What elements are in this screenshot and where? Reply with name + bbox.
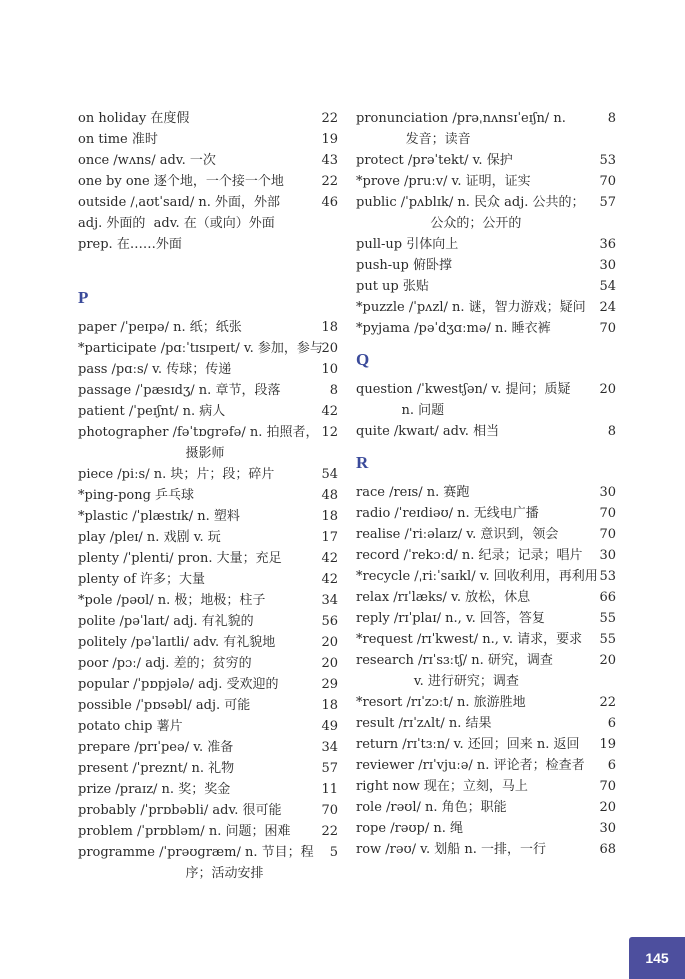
entry-text: race /reɪs/ n. 赛跑 [356, 485, 470, 500]
entry-text: row /rəʊ/ v. 划船 n. 一排，一行 [356, 842, 546, 857]
entry-text: polite /pəˈlaɪt/ adj. 有礼貌的 [78, 614, 254, 629]
entry-text: play /pleɪ/ n. 戏剧 v. 玩 [78, 530, 221, 545]
glossary-entry [78, 401, 340, 422]
entry-text: possible /ˈpɒsəbl/ adj. 可能 [78, 698, 251, 713]
letter-heading: Q [356, 350, 370, 369]
entry-continuation: 发音；读音 [356, 132, 471, 147]
entry-text: right now 现在；立刻，马上 [356, 779, 528, 794]
glossary-entry [78, 758, 340, 779]
entry-page-number: 30 [599, 821, 616, 836]
entry-text: pull-up 引体向上 [356, 237, 459, 252]
entry-page-number: 49 [321, 719, 338, 734]
entry-page-number: 29 [321, 677, 338, 692]
entry-page-number: 20 [321, 341, 338, 356]
entry-page-number: 11 [321, 782, 338, 797]
glossary-entry [356, 545, 618, 566]
entry-text: *pyjama /pəˈdʒɑːmə/ n. 睡衣裤 [356, 321, 551, 336]
entry-page-number: 54 [321, 467, 338, 482]
entry-text: politely /pəˈlaɪtli/ adv. 有礼貌地 [78, 635, 276, 650]
entry-text: pass /pɑːs/ v. 传球；传递 [78, 362, 232, 377]
glossary-entry [78, 569, 340, 590]
letter-heading: P [78, 288, 89, 307]
entry-page-number: 34 [321, 740, 338, 755]
glossary-entry [356, 171, 618, 192]
glossary-entry [78, 171, 340, 192]
entry-page-number: 6 [607, 716, 616, 731]
entry-continuation: 摄影师 [78, 446, 225, 461]
glossary-entry [78, 737, 340, 758]
entry-page-number: 70 [599, 779, 616, 794]
entry-text: quite /kwaɪt/ adv. 相当 [356, 424, 500, 439]
glossary-entry [356, 297, 618, 318]
glossary-entry [78, 380, 340, 401]
entry-page-number: 56 [321, 614, 338, 629]
entry-page-number: 53 [599, 569, 616, 584]
entry-text: on time 准时 [78, 132, 158, 147]
entry-page-number: 12 [321, 425, 338, 440]
entry-text: research /rɪˈsɜːtʃ/ n. 研究，调查 [356, 653, 553, 668]
glossary-entry [356, 755, 618, 776]
entry-text: *pole /pəʊl/ n. 极；地极；柱子 [78, 593, 266, 608]
entry-text: one by one 逐个地，一个接一个地 [78, 174, 284, 189]
glossary-entry [356, 797, 618, 818]
entry-page-number: 22 [599, 695, 616, 710]
glossary-entry [356, 587, 618, 608]
entry-page-number: 55 [599, 632, 616, 647]
glossary-entry [356, 608, 618, 629]
entry-page-number: 70 [321, 803, 338, 818]
entry-continuation: v. 进行研究；调查 [356, 674, 519, 689]
glossary-entry [78, 108, 340, 129]
glossary-entry [78, 338, 340, 359]
entry-text: return /rɪˈtɜːn/ v. 还回；回来 n. 返回 [356, 737, 580, 752]
section-spacer [78, 255, 340, 277]
entry-text: pronunciation /prəˌnʌnsɪˈeɪʃn/ n. [356, 111, 566, 126]
entry-text: *prove /pruːv/ v. 证明，证实 [356, 174, 531, 189]
page-number-tab [629, 937, 685, 979]
entry-text: realise /ˈriːəlaɪz/ v. 意识到，领会 [356, 527, 559, 542]
entry-text: plenty of 许多；大量 [78, 572, 206, 587]
glossary-entry [78, 611, 340, 632]
letter-heading: R [356, 453, 369, 472]
entry-page-number: 5 [329, 845, 338, 860]
entry-page-number: 30 [599, 258, 616, 273]
entry-text: protect /prəˈtekt/ v. 保护 [356, 153, 513, 168]
entry-page-number: 22 [321, 824, 338, 839]
entry-page-number: 30 [599, 485, 616, 500]
glossary-entry [356, 566, 618, 587]
entry-page-number: 55 [599, 611, 616, 626]
entry-text: result /rɪˈzʌlt/ n. 结果 [356, 716, 492, 731]
entry-text: relax /rɪˈlæks/ v. 放松，休息 [356, 590, 531, 605]
entry-page-number: 53 [599, 153, 616, 168]
glossary-entry [356, 421, 618, 442]
entry-page-number: 20 [599, 653, 616, 668]
glossary-entry [78, 317, 340, 338]
glossary-entry [356, 524, 618, 545]
entry-text: poor /pɔː/ adj. 差的；贫穷的 [78, 656, 252, 671]
glossary-entry [78, 548, 340, 569]
glossary-entry [78, 800, 340, 821]
entry-page-number: 8 [329, 383, 338, 398]
entry-text: prize /praɪz/ n. 奖；奖金 [78, 782, 231, 797]
entry-text: push-up 俯卧撑 [356, 258, 452, 273]
glossary-entry [356, 650, 618, 692]
glossary-entry [78, 590, 340, 611]
glossary-entry [356, 776, 618, 797]
glossary-entry [356, 255, 618, 276]
entry-text: put up 张贴 [356, 279, 429, 294]
entry-page-number: 57 [321, 761, 338, 776]
glossary-entry [356, 839, 618, 860]
entry-page-number: 57 [599, 195, 616, 210]
glossary-entry [78, 632, 340, 653]
glossary-entry [78, 821, 340, 842]
entry-page-number: 36 [599, 237, 616, 252]
entry-text: reply /rɪˈplaɪ/ n., v. 回答，答复 [356, 611, 545, 626]
entry-page-number: 42 [321, 551, 338, 566]
glossary-entry [78, 464, 340, 485]
glossary-entry [356, 713, 618, 734]
entry-text: *resort /rɪˈzɔːt/ n. 旅游胜地 [356, 695, 526, 710]
entry-page-number: 18 [321, 320, 338, 335]
entry-page-number: 18 [321, 698, 338, 713]
right-column [356, 108, 618, 860]
entry-page-number: 30 [599, 548, 616, 563]
entry-page-number: 22 [321, 111, 338, 126]
entry-text: piece /piːs/ n. 块；片；段；碎片 [78, 467, 275, 482]
entry-text: probably /ˈprɒbəbli/ adv. 很可能 [78, 803, 282, 818]
entry-page-number: 54 [599, 279, 616, 294]
entry-text: paper /ˈpeɪpə/ n. 纸；纸张 [78, 320, 242, 335]
glossary-entry [356, 482, 618, 503]
glossary-entry [356, 318, 618, 339]
entry-text: present /ˈpreznt/ n. 礼物 [78, 761, 235, 776]
glossary-entry [78, 842, 340, 884]
glossary-entry [356, 503, 618, 524]
entry-text: *puzzle /ˈpʌzl/ n. 谜，智力游戏；疑问 [356, 300, 586, 315]
entry-text: *participate /pɑːˈtɪsɪpeɪt/ v. 参加，参与 [78, 341, 323, 356]
entry-continuation: 序；活动安排 [78, 866, 264, 881]
glossary-entry [356, 379, 618, 421]
glossary-entry [356, 734, 618, 755]
entry-text: radio /ˈreɪdiəʊ/ n. 无线电广播 [356, 506, 539, 521]
entry-page-number: 17 [321, 530, 338, 545]
entry-page-number: 70 [599, 174, 616, 189]
entry-text: *request /rɪˈkwest/ n., v. 请求，要求 [356, 632, 583, 647]
entry-text: popular /ˈpɒpjələ/ adj. 受欢迎的 [78, 677, 279, 692]
entry-page-number: 6 [607, 758, 616, 773]
entry-page-number: 68 [599, 842, 616, 857]
entry-text: passage /ˈpæsɪdʒ/ n. 章节，段落 [78, 383, 281, 398]
entry-text: outside /ˌaʊtˈsaɪd/ n. 外面，外部 [78, 195, 281, 210]
entry-text: problem /ˈprɒbləm/ n. 问题；困难 [78, 824, 291, 839]
entry-text: *plastic /ˈplæstɪk/ n. 塑料 [78, 509, 240, 524]
glossary-entry [78, 150, 340, 171]
glossary-entry [78, 506, 340, 527]
entry-text: on holiday 在度假 [78, 111, 190, 126]
entry-page-number: 20 [599, 800, 616, 815]
glossary-entry [78, 527, 340, 548]
entry-page-number: 20 [321, 635, 338, 650]
glossary-entry [356, 276, 618, 297]
glossary-entry [78, 695, 340, 716]
entry-page-number: 10 [321, 362, 338, 377]
entry-page-number: 22 [321, 174, 338, 189]
entry-page-number: 70 [599, 506, 616, 521]
entry-continuation: n. 问题 [356, 403, 445, 418]
glossary-entry [78, 716, 340, 737]
entry-text: once /wʌns/ adv. 一次 [78, 153, 216, 168]
entry-text: public /ˈpʌblɪk/ n. 民众 adj. 公共的； [356, 195, 585, 210]
entry-continuation: prep. 在……外面 [78, 237, 182, 252]
entry-page-number: 8 [607, 111, 616, 126]
glossary-entry [78, 422, 340, 464]
glossary-entry [78, 674, 340, 695]
entry-text: prepare /prɪˈpeə/ v. 准备 [78, 740, 234, 755]
entry-continuation: adj. 外面的 adv. 在（或向）外面 [78, 216, 275, 231]
entry-text: rope /rəʊp/ n. 绳 [356, 821, 464, 836]
glossary-entry [356, 234, 618, 255]
entry-page-number: 20 [599, 382, 616, 397]
entry-text: reviewer /rɪˈvjuːə/ n. 评论者；检查者 [356, 758, 585, 773]
entry-page-number: 42 [321, 404, 338, 419]
entry-page-number: 66 [599, 590, 616, 605]
left-column [78, 108, 340, 884]
entry-text: role /rəʊl/ n. 角色；职能 [356, 800, 507, 815]
entry-page-number: 43 [321, 153, 338, 168]
entry-text: record /ˈrekɔːd/ n. 纪录；记录；唱片 [356, 548, 583, 563]
glossary-entry [356, 818, 618, 839]
entry-page-number: 34 [321, 593, 338, 608]
entry-page-number: 46 [321, 195, 338, 210]
entry-text: programme /ˈprəʊɡræm/ n. 节目；程 [78, 845, 314, 860]
entry-text: photographer /fəˈtɒɡrəfə/ n. 拍照者， [78, 425, 319, 440]
glossary-entry [78, 653, 340, 674]
entry-text: *recycle /ˌriːˈsaɪkl/ v. 回收利用，再利用 [356, 569, 598, 584]
glossary-entry [356, 150, 618, 171]
glossary-entry [78, 779, 340, 800]
glossary-entry [78, 192, 340, 255]
glossary-entry [356, 629, 618, 650]
entry-text: *ping-pong 乒乓球 [78, 488, 195, 503]
entry-text: potato chip 薯片 [78, 719, 183, 734]
entry-page-number: 18 [321, 509, 338, 524]
glossary-entry [78, 359, 340, 380]
entry-page-number: 48 [321, 488, 338, 503]
entry-text: plenty /ˈplenti/ pron. 大量；充足 [78, 551, 282, 566]
entry-page-number: 20 [321, 656, 338, 671]
entry-page-number: 70 [599, 527, 616, 542]
glossary-entry [78, 485, 340, 506]
entry-page-number: 8 [607, 424, 616, 439]
glossary-entry [356, 108, 618, 150]
entry-page-number: 24 [599, 300, 616, 315]
entry-page-number: 70 [599, 321, 616, 336]
glossary-entry [78, 129, 340, 150]
entry-page-number: 19 [321, 132, 338, 147]
entry-page-number: 42 [321, 572, 338, 587]
page-number: 145 [645, 950, 669, 966]
entry-continuation: 公众的；公开的 [356, 216, 522, 231]
glossary-entry [356, 692, 618, 713]
glossary-entry [356, 192, 618, 234]
entry-text: patient /ˈpeɪʃnt/ n. 病人 [78, 404, 226, 419]
entry-page-number: 19 [599, 737, 616, 752]
entry-text: question /ˈkwestʃən/ v. 提问；质疑 [356, 382, 571, 397]
